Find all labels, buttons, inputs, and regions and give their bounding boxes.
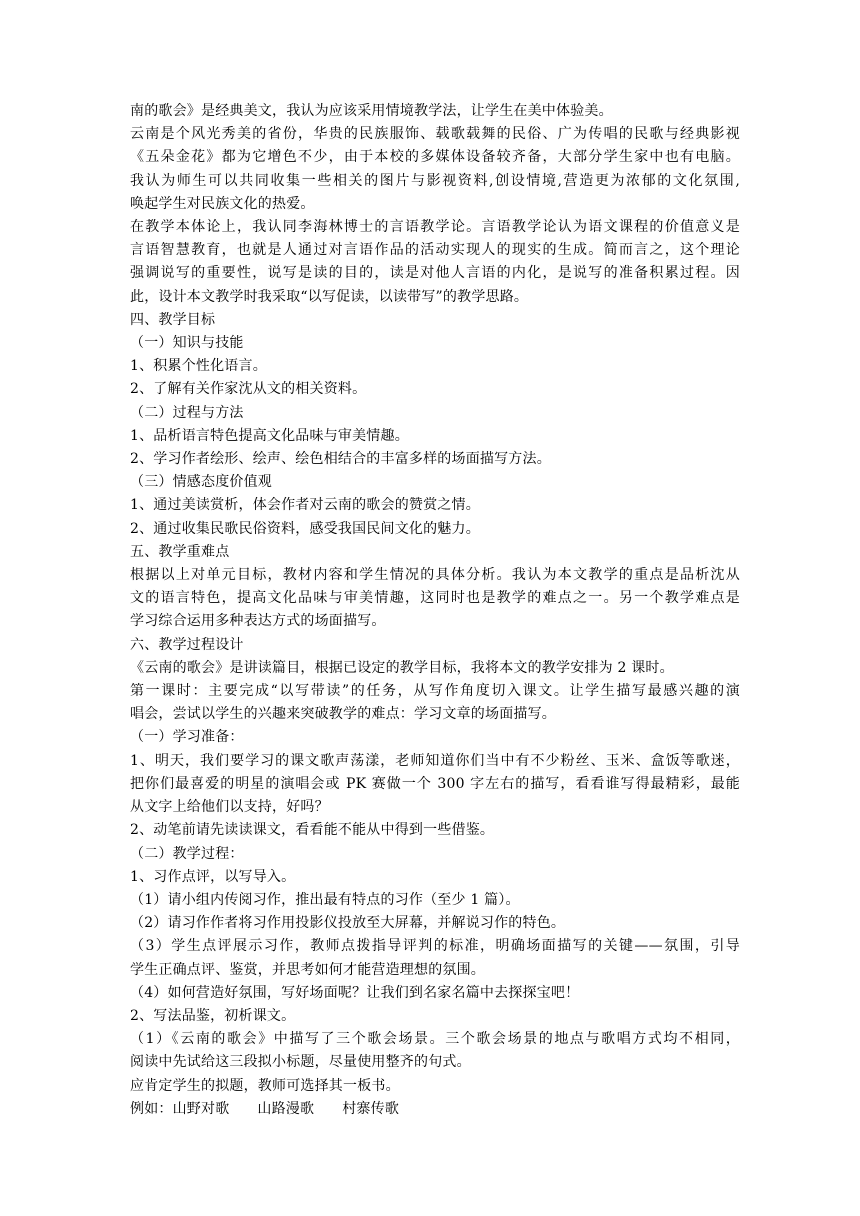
text-line: （二）过程与方法 xyxy=(130,404,244,421)
text-line: 云南是个风光秀美的省份，华贵的民族服饰、载歌载舞的民俗、广为传唱的民歌与经典影视 xyxy=(130,126,740,143)
text-line: 1、明天，我们要学习的课文歌声荡漾，老师知道你们当中有不少粉丝、玉米、盒饭等歌迷， xyxy=(130,752,740,769)
text-line: （1）请小组内传阅习作，推出最有特点的习作（至少 1 篇）。 xyxy=(130,891,520,908)
text-line: 我认为师生可以共同收集一些相关的图片与影视资料,创设情境,营造更为浓郁的文化氛围, xyxy=(130,172,740,189)
text-line: （一）学习准备： xyxy=(130,729,244,746)
text-line: 言语智慧教育，也就是人通过对言语作品的活动实现人的现实的生成。简而言之，这个理论 xyxy=(130,242,740,259)
text-line: 2、通过收集民歌民俗资料，感受我国民间文化的魅力。 xyxy=(130,520,480,537)
text-line: （2）请习作作者将习作用投影仪投放至大屏幕，并解说习作的特色。 xyxy=(130,915,566,932)
example-item-3: 村寨传歌 xyxy=(342,1100,400,1117)
text-line: 唤起学生对民族文化的热爱。 xyxy=(130,195,315,212)
text-line: （4）如何营造好氛围，写好场面呢？让我们到名家名篇中去探探宝吧！ xyxy=(130,984,580,1001)
text-line: 2、写法品鉴，初析课文。 xyxy=(130,1007,296,1024)
text-line: 2、学习作者绘形、绘声、绘色相结合的丰富多样的场面描写方法。 xyxy=(130,451,551,468)
text-line: 1、积累个性化语言。 xyxy=(130,358,267,375)
text-line: 学习综合运用多种表达方式的场面描写。 xyxy=(130,613,386,630)
example-item-2: 山路漫歌 xyxy=(257,1100,315,1117)
example-prefix: 例如：山野对歌 xyxy=(130,1100,230,1117)
document-body xyxy=(130,100,740,1121)
text-line: 文的语言特色，提高文化品味与审美情趣，这同时也是教学的难点之一。另一个教学难点是 xyxy=(130,590,740,607)
text-line: 阅读中先试给这三段拟小标题，尽量使用整齐的句式。 xyxy=(130,1054,471,1071)
text-line: （三）情感态度价值观 xyxy=(130,474,272,491)
text-line: 把你们最喜爱的明星的演唱会或 PK 赛做一个 300 字左右的描写，看看谁写得最精彩，最能 xyxy=(130,775,740,792)
text-line: 2、了解有关作家沈从文的相关资料。 xyxy=(130,381,367,398)
text-line: （1）《云南的歌会》中描写了三个歌会场景。三个歌会场景的地点与歌唱方式均不相同， xyxy=(130,1031,740,1048)
text-line: （3）学生点评展示习作，教师点拨指导评判的标准，明确场面描写的关键——氛围，引导 xyxy=(130,938,740,955)
text-line: 1、品析语言特色提高文化品味与审美情趣。 xyxy=(130,427,409,444)
text-line: 六、教学过程设计 xyxy=(130,636,244,653)
text-line: 学生正确点评、鉴赏，并思考如何才能营造理想的氛围。 xyxy=(130,961,485,978)
text-line: （二）教学过程： xyxy=(130,845,244,862)
text-line: 1、习作点评，以写导入。 xyxy=(130,868,296,885)
example-line xyxy=(130,1098,740,1121)
text-line: 《云南的歌会》是讲读篇目，根据已设定的教学目标，我将本文的教学安排为 2 课时。 xyxy=(130,659,674,676)
text-line: 在教学本体论上，我认同李海林博士的言语教学论。言语教学论认为语文课程的价值意义是 xyxy=(130,219,740,236)
text-line: 从文字上给他们以支持，好吗？ xyxy=(130,799,329,816)
text-line: 应肯定学生的拟题，教师可选择其一板书。 xyxy=(130,1077,400,1094)
text-line: （一）知识与技能 xyxy=(130,335,244,352)
text-line: 2、动笔前请先读读课文，看看能不能从中得到一些借鉴。 xyxy=(130,822,495,839)
text-line: 强调说写的重要性，说写是读的目的，读是对他人言语的内化，是说写的准备积累过程。因 xyxy=(130,265,740,282)
text-line: 四、教学目标 xyxy=(130,311,216,328)
text-line: 根据以上对单元目标，教材内容和学生情况的具体分析。我认为本文教学的重点是品析沈从 xyxy=(130,567,740,584)
text-line: 南的歌会》是经典美文，我认为应该采用情境教学法，让学生在美中体验美。 xyxy=(130,103,613,119)
text-line: 唱会，尝试以学生的兴趣来突破教学的难点：学习文章的场面描写。 xyxy=(130,706,556,723)
text-line: 五、教学重难点 xyxy=(130,543,230,560)
text-line: 1、通过美读赏析，体会作者对云南的歌会的赞赏之情。 xyxy=(130,497,480,514)
text-line: 此，设计本文教学时我采取“以写促读，以读带写”的教学思路。 xyxy=(130,288,529,305)
text-line: 《五朵金花》都为它增色不少，由于本校的多媒体设备较齐备，大部分学生家中也有电脑。 xyxy=(130,149,740,166)
text-line: 第一课时：主要完成“以写带读”的任务，从写作角度切入课文。让学生描写最感兴趣的演 xyxy=(130,683,740,700)
